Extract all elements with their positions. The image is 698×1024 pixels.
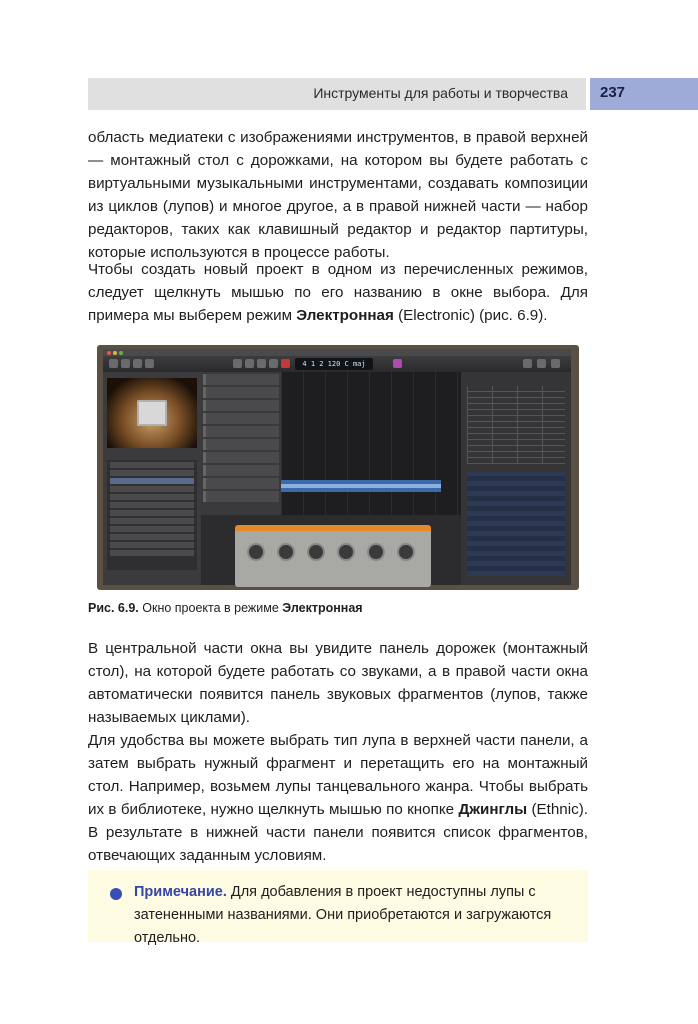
track-header [203,400,279,411]
caption-label: Рис. 6.9. [88,601,139,615]
list-item [110,550,194,556]
track-header [203,491,279,502]
loop-filter-grid [467,386,565,464]
header-bar [88,78,586,110]
knob-icon [339,545,353,559]
paragraph-4 [88,729,588,867]
caption-bold: Электронная [282,601,363,615]
paragraph-1: область медиатеки с изображениями инструментов, в правой верхней — монтажный стол с дорожками, на котором вы будете работать с виртуальными музыкальными инструментами, создавать композиции из циклов (лупов) и многое другое, а в правой нижней части — набор редакторов, таких как клавишный редактор и редактор партитуры, которые используются в процессе работы. [88,129,588,261]
knob-icon [249,545,263,559]
record-icon [281,359,290,368]
tuner-icon [393,359,402,368]
track-header [203,465,279,476]
app-window [103,349,571,585]
notepad-icon [523,359,532,368]
window-titlebar [103,349,571,356]
waveform [281,484,441,488]
page-number-tab [590,78,698,110]
zoom-icon [119,351,123,355]
synth-editor [201,515,461,585]
list-item [110,470,194,476]
smart-controls-icon [133,359,142,368]
library-list [107,460,197,570]
paragraph-4-bold: Джинглы [458,801,528,818]
knob-icon [399,545,413,559]
track-header [203,426,279,437]
note-box [88,870,588,946]
track-header [203,439,279,450]
library-panel [103,372,201,585]
caption-text: Окно проекта в режиме [138,601,283,615]
figure-caption [88,601,363,615]
list-item [110,486,194,492]
list-item [110,510,194,516]
list-item [110,526,194,532]
library-icon [109,359,118,368]
track-headers [201,372,281,515]
note-body: Для добавления в проект недоступны лупы с затененными названиями. Они приобретаются и загружаются отдельно. [134,884,552,946]
paragraph-2 [88,258,588,327]
knob-icon [279,545,293,559]
drum-machine-icon [137,400,167,426]
page-number: 237 [600,84,626,101]
help-icon [121,359,130,368]
media-icon [551,359,560,368]
list-item [110,542,194,548]
note-bullet-icon [110,888,122,900]
editors-icon [145,359,154,368]
note-label: Примечание. [134,884,227,900]
list-item [110,534,194,540]
section-title: Инструменты для работы и творчества [313,85,568,101]
paragraph-2-bold: Электронная [296,307,394,324]
loop-browser [461,372,571,585]
list-item [110,502,194,508]
paragraph-4-text-b: (Ethnic). В результате в нижней части панели появится список фрагментов, отвечающих заданным условиям. [88,801,588,864]
note-text [134,881,574,950]
rewind-icon [233,359,242,368]
list-item [110,462,194,468]
paragraph-2-text-b: (Electronic) (рис. 6.9). [393,307,548,324]
track-header [203,387,279,398]
track-header [203,374,279,385]
paragraph-3: В центральной части окна вы увидите панель дорожек (монтажный стол), на которой будете работать со звуками, а в правой части окна автоматически появится панель звуковых фрагментов (лупов, также называемых циклами). [88,640,588,726]
audio-region [281,480,441,492]
instrument-image [107,378,197,448]
lcd-display: 4 1 2 120 C maj [295,358,373,370]
knob-icon [369,545,383,559]
arrange-area [281,372,461,515]
list-item [110,518,194,524]
paragraph-2-text-a: Чтобы создать новый проект в одном из перечисленных режимов, следует щелкнуть мышью по его названию в окне выбора. Для примера мы выберем режим [88,261,588,324]
paragraph-4-text-a: Для удобства вы можете выбрать тип лупа в верхней части панели, а затем выбрать нужный фрагмент и перетащить его на монтажный стол. Например, возьмем лупы танцевального жанра. Чтобы выбрать их в библиотеке, нужно щелкнуть мышью по кнопке [88,732,588,818]
list-item [110,478,194,484]
track-header [203,478,279,489]
knob-icon [309,545,323,559]
stop-icon [257,359,266,368]
forward-icon [245,359,254,368]
track-header [203,452,279,463]
close-icon [107,351,111,355]
figure-screenshot [97,345,579,590]
track-header [203,413,279,424]
loops-icon [537,359,546,368]
loop-list [467,472,565,576]
synth-panel [235,525,431,587]
running-header [88,78,698,110]
window-toolbar [103,356,571,373]
minimize-icon [113,351,117,355]
play-icon [269,359,278,368]
list-item [110,494,194,500]
